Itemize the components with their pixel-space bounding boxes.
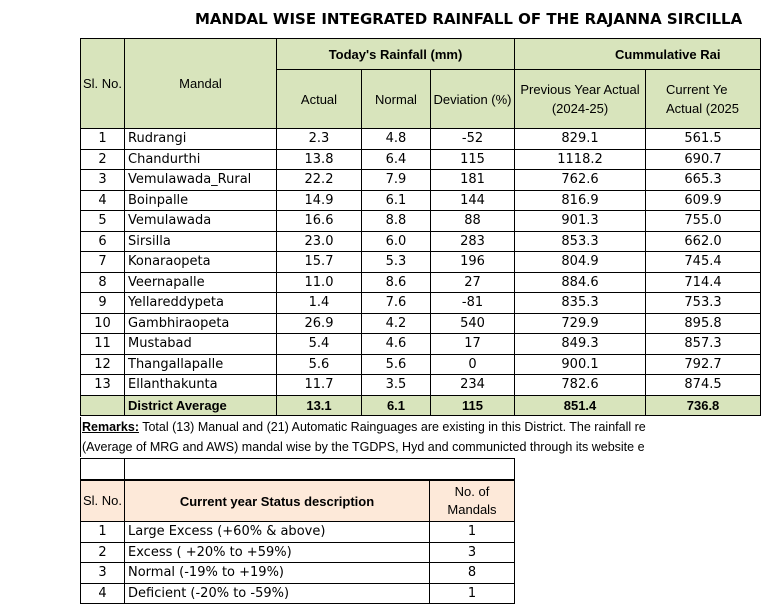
blank-cell xyxy=(125,459,515,480)
district-average-row xyxy=(81,395,761,416)
cell-mandal: Sirsilla xyxy=(125,231,277,252)
cell-current-year: 561.5 xyxy=(646,129,761,150)
table-row xyxy=(81,334,761,355)
cell-sl-no: 4 xyxy=(81,190,125,211)
header-todays-rainfall: Today's Rainfall (mm) xyxy=(277,39,515,70)
cell-current-year: 857.3 xyxy=(646,334,761,355)
cell-normal: 3.5 xyxy=(362,375,431,396)
cell-actual: 15.7 xyxy=(277,252,362,273)
cell-mandal: Chandurthi xyxy=(125,149,277,170)
cell-current-year: 792.7 xyxy=(646,354,761,375)
cell-mandal: Gambhiraopeta xyxy=(125,313,277,334)
status-sl-no: 2 xyxy=(81,542,125,563)
cell-mandal: Konaraopeta xyxy=(125,252,277,273)
cell-deviation: 234 xyxy=(431,375,515,396)
table-row xyxy=(81,149,761,170)
header-sl-no: Sl. No. xyxy=(81,39,125,129)
cell-actual: 5.6 xyxy=(277,354,362,375)
cell-normal: 4.2 xyxy=(362,313,431,334)
header-normal: Normal xyxy=(362,70,431,129)
cell-current-year: 874.5 xyxy=(646,375,761,396)
cell-sl-no: 8 xyxy=(81,272,125,293)
cell-sl-no: 3 xyxy=(81,170,125,191)
cell-current-year: 662.0 xyxy=(646,231,761,252)
remarks-line-2: (Average of MRG and AWS) mandal wise by the TGDPS, Hyd and communicted through its website e xyxy=(82,440,645,454)
cell-previous-year: 729.9 xyxy=(515,313,646,334)
cell-normal: 4.8 xyxy=(362,129,431,150)
status-row xyxy=(81,522,515,543)
cell-current-year: 745.4 xyxy=(646,252,761,273)
cell-actual: 23.0 xyxy=(277,231,362,252)
status-table xyxy=(80,480,515,604)
cell-deviation: -81 xyxy=(431,293,515,314)
cell-sl-no: 13 xyxy=(81,375,125,396)
header-actual: Actual xyxy=(277,70,362,129)
cell-normal: 7.9 xyxy=(362,170,431,191)
cell-current-year: 609.9 xyxy=(646,190,761,211)
status-sl-no: 4 xyxy=(81,583,125,604)
cell-previous-year: 849.3 xyxy=(515,334,646,355)
cell-deviation: 17 xyxy=(431,334,515,355)
cell-normal: 6.4 xyxy=(362,149,431,170)
spacer-row xyxy=(80,458,515,480)
cell-actual: 2.3 xyxy=(277,129,362,150)
cell-actual: 11.7 xyxy=(277,375,362,396)
cell-previous-year: 900.1 xyxy=(515,354,646,375)
status-count: 1 xyxy=(430,522,515,543)
cell-actual: 1.4 xyxy=(277,293,362,314)
cell-sl-no: 5 xyxy=(81,211,125,232)
header-current-year: Current Ye Actual (2025 xyxy=(646,70,761,129)
table-row xyxy=(81,272,761,293)
table-row xyxy=(81,211,761,232)
cell-normal: 8.8 xyxy=(362,211,431,232)
status-sl-no: 3 xyxy=(81,563,125,584)
cell-actual: 14.9 xyxy=(277,190,362,211)
cell-mandal: Ellanthakunta xyxy=(125,375,277,396)
cell-actual: 16.6 xyxy=(277,211,362,232)
cell-sl-no: 9 xyxy=(81,293,125,314)
cell-mandal: Yellareddypeta xyxy=(125,293,277,314)
cell-deviation: 88 xyxy=(431,211,515,232)
status-count: 1 xyxy=(430,583,515,604)
status-header-description: Current year Status description xyxy=(125,481,430,522)
cell-previous-year: 901.3 xyxy=(515,211,646,232)
table-row xyxy=(81,252,761,273)
cell-current-year: 714.4 xyxy=(646,272,761,293)
cell-sl-no: 7 xyxy=(81,252,125,273)
status-description: Excess ( +20% to +59%) xyxy=(125,542,430,563)
cell-actual: 5.4 xyxy=(277,334,362,355)
status-row xyxy=(81,583,515,604)
cell-mandal: Thangallapalle xyxy=(125,354,277,375)
remarks-line-1: Total (13) Manual and (21) Automatic Rainguages are existing in this District. The rainfall re xyxy=(142,420,646,434)
cell-mandal: Veernapalle xyxy=(125,272,277,293)
table-row xyxy=(81,313,761,334)
cell-previous-year: 884.6 xyxy=(515,272,646,293)
table-row xyxy=(81,170,761,191)
header-mandal: Mandal xyxy=(125,39,277,129)
cell-deviation: 27 xyxy=(431,272,515,293)
header-cumulative-rainfall: Cummulative Rai xyxy=(515,39,761,70)
cell-previous-year: 762.6 xyxy=(515,170,646,191)
status-sl-no: 1 xyxy=(81,522,125,543)
table-row xyxy=(81,354,761,375)
header-previous-year: Previous Year Actual (2024-25) xyxy=(515,70,646,129)
cell-normal: 7.6 xyxy=(362,293,431,314)
cell-actual: 13.8 xyxy=(277,149,362,170)
rainfall-table xyxy=(80,38,761,416)
cell-deviation: 144 xyxy=(431,190,515,211)
cell-deviation: 540 xyxy=(431,313,515,334)
cell-normal: 5.3 xyxy=(362,252,431,273)
cell-deviation: 196 xyxy=(431,252,515,273)
cell-normal: 6.1 xyxy=(362,395,431,416)
cell-previous-year: 816.9 xyxy=(515,190,646,211)
cell-normal: 6.1 xyxy=(362,190,431,211)
status-count: 3 xyxy=(430,542,515,563)
cell-mandal: Boinpalle xyxy=(125,190,277,211)
cell-mandal: Rudrangi xyxy=(125,129,277,150)
cell-previous-year: 804.9 xyxy=(515,252,646,273)
table-row xyxy=(81,293,761,314)
cell-normal: 5.6 xyxy=(362,354,431,375)
cell-mandal: Vemulawada_Rural xyxy=(125,170,277,191)
cell-previous-year: 782.6 xyxy=(515,375,646,396)
cell-mandal: Mustabad xyxy=(125,334,277,355)
cell-current-year: 665.3 xyxy=(646,170,761,191)
cell-current-year: 690.7 xyxy=(646,149,761,170)
district-average-label: District Average xyxy=(125,395,277,416)
cell-actual: 11.0 xyxy=(277,272,362,293)
cell-actual: 13.1 xyxy=(277,395,362,416)
cell-sl-no: 10 xyxy=(81,313,125,334)
cell-deviation: 115 xyxy=(431,395,515,416)
cell-mandal: Vemulawada xyxy=(125,211,277,232)
blank-cell xyxy=(81,459,125,480)
table-row xyxy=(81,375,761,396)
cell-current-year: 895.8 xyxy=(646,313,761,334)
status-description: Deficient (-20% to -59%) xyxy=(125,583,430,604)
cell-sl-no xyxy=(81,395,125,416)
cell-sl-no: 6 xyxy=(81,231,125,252)
remarks xyxy=(80,417,742,457)
cell-actual: 26.9 xyxy=(277,313,362,334)
cell-previous-year: 853.3 xyxy=(515,231,646,252)
cell-deviation: -52 xyxy=(431,129,515,150)
cell-sl-no: 2 xyxy=(81,149,125,170)
status-count: 8 xyxy=(430,563,515,584)
cell-previous-year: 851.4 xyxy=(515,395,646,416)
cell-previous-year: 1118.2 xyxy=(515,149,646,170)
table-row xyxy=(81,129,761,150)
cell-sl-no: 12 xyxy=(81,354,125,375)
table-row xyxy=(81,190,761,211)
cell-normal: 4.6 xyxy=(362,334,431,355)
cell-normal: 6.0 xyxy=(362,231,431,252)
cell-previous-year: 829.1 xyxy=(515,129,646,150)
cell-deviation: 181 xyxy=(431,170,515,191)
cell-previous-year: 835.3 xyxy=(515,293,646,314)
cell-actual: 22.2 xyxy=(277,170,362,191)
status-header-count: No. of Mandals xyxy=(430,481,515,522)
cell-sl-no: 1 xyxy=(81,129,125,150)
status-row xyxy=(81,542,515,563)
status-description: Normal (-19% to +19%) xyxy=(125,563,430,584)
cell-normal: 8.6 xyxy=(362,272,431,293)
page-title: MANDAL WISE INTEGRATED RAINFALL OF THE RAJANNA SIRCILLA xyxy=(195,10,743,28)
table-row xyxy=(81,231,761,252)
cell-sl-no: 11 xyxy=(81,334,125,355)
status-description: Large Excess (+60% & above) xyxy=(125,522,430,543)
cell-deviation: 0 xyxy=(431,354,515,375)
status-header-sl-no: Sl. No. xyxy=(81,481,125,522)
cell-deviation: 115 xyxy=(431,149,515,170)
header-deviation: Deviation (%) xyxy=(431,70,515,129)
status-row xyxy=(81,563,515,584)
cell-current-year: 753.3 xyxy=(646,293,761,314)
remarks-label: Remarks: xyxy=(82,420,139,434)
cell-current-year: 736.8 xyxy=(646,395,761,416)
cell-deviation: 283 xyxy=(431,231,515,252)
cell-current-year: 755.0 xyxy=(646,211,761,232)
